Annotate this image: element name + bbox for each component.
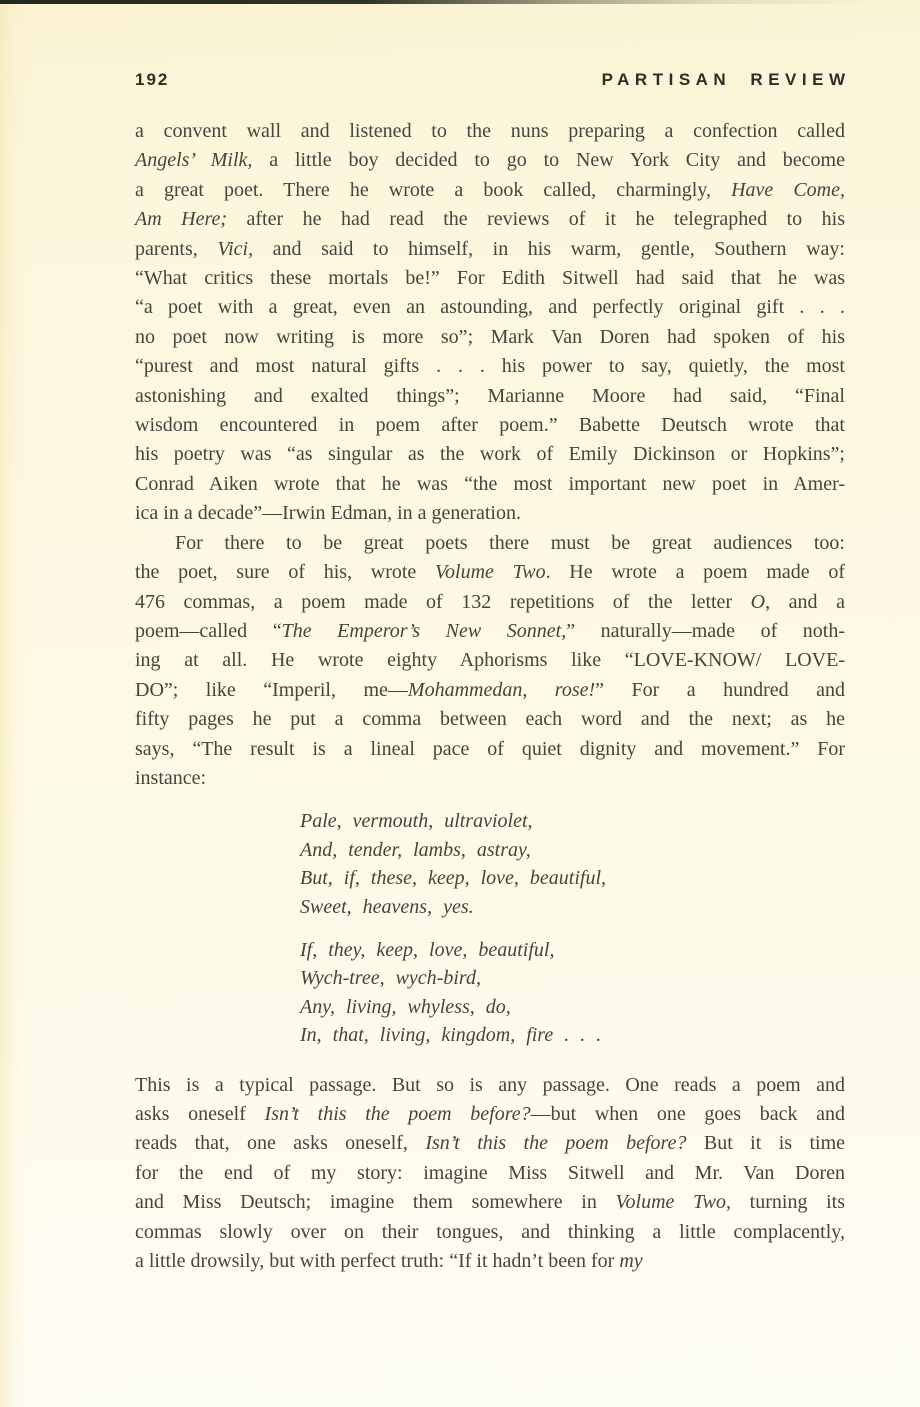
text-line: Angels’ Milk, a little boy decided to go to New York City and become [135,149,845,172]
text-line: ing at all. He wrote eighty Aphorisms like “LOVE-KNOW/ LOVE- [135,649,845,672]
verse-line: But, if, these, keep, love, beautiful, [300,867,607,890]
verse-line: In, that, living, kingdom, fire . . . [300,1024,602,1047]
page-text [135,117,845,1276]
text-line: for the end of my story: imagine Miss Sitwell and Mr. Van Doren [135,1161,845,1184]
text-line: ica in a decade”—Irwin Edman, in a generation. [135,502,521,525]
verse-line: And, tender, lambs, astray, [300,838,531,861]
text-line: Am Here; after he had read the reviews of it he telegraphed to his [135,208,846,231]
verse-line: Wych-tree, wych-bird, [300,967,481,990]
text-line: poem—called “The Emperor’s New Sonnet,” naturally—made of noth- [135,619,845,642]
text-line: the poet, sure of his, wrote Volume Two. He wrote a poem made of [135,561,846,584]
text-line: astonishing and exalted things”; Marianne Moore had said, “Final [135,384,845,407]
text-line: parents, Vici, and said to himself, in his warm, gentle, Southern way: [135,237,845,260]
scan-left-edge-shading [0,0,26,1407]
text-line: no poet now writing is more so”; Mark Van Doren had spoken of his [135,325,845,348]
verse-line: Sweet, heavens, yes. [300,895,474,918]
paragraph [135,529,845,794]
running-head [135,70,851,90]
text-line: 476 commas, a poem made of 132 repetitions of the letter O, and a [135,590,845,613]
text-line: and Miss Deutsch; imagine them somewhere in Volume Two, turning its [135,1191,846,1214]
text-line: commas slowly over on their tongues, and thinking a little complacently, [135,1220,845,1243]
text-line: a convent wall and listened to the nuns preparing a confection called [135,120,845,142]
verse-stanza [300,807,845,921]
page-number: 192 [135,70,170,89]
text-line: “purest and most natural gifts . . . his power to say, quietly, the most [135,355,845,378]
text-line: instance: [135,766,207,789]
verse-line: Any, living, whyless, do, [300,995,511,1018]
text-line: DO”; like “Imperil, me—Mohammedan, rose!” For a hundred and [135,678,845,701]
text-line: fifty pages he put a comma between each word and the next; as he [135,708,845,731]
text-line: says, “The result is a lineal pace of quiet dignity and movement.” For [135,737,845,760]
paragraph [135,1071,845,1277]
paragraph [135,117,845,529]
verse-line: If, they, keep, love, beautiful, [300,938,555,961]
text-line: a little drowsily, but with perfect truth: “If it hadn’t been for my [135,1250,643,1273]
text-line: asks oneself Isn’t this the poem before?—but when one goes back and [135,1103,846,1125]
text-line: “a poet with a great, even an astounding, and perfectly original gift . . . [135,296,845,319]
journal-title: PARTISAN REVIEW [601,70,851,89]
verse-stanza [300,936,845,1050]
scan-top-edge [0,0,920,4]
verse-line: Pale, vermouth, ultraviolet, [300,810,533,833]
text-line: Conrad Aiken wrote that he was “the most important new poet in Amer- [135,472,845,495]
text-line: reads that, one asks oneself, Isn’t this the poem before? But it is time [135,1132,846,1155]
text-line: a great poet. There he wrote a book called, charmingly, Have Come, [135,178,846,201]
text-line: For there to be great poets there must be great audiences too: [175,531,845,554]
text-line: wisdom encountered in poem after poem.” Babette Deutsch wrote that [135,414,845,437]
text-line: “What critics these mortals be!” For Edith Sitwell had said that he was [135,267,845,290]
text-line: This is a typical passage. But so is any passage. One reads a poem and [135,1073,845,1096]
text-line: his poetry was “as singular as the work of Emily Dickinson or Hopkins”; [135,443,845,466]
